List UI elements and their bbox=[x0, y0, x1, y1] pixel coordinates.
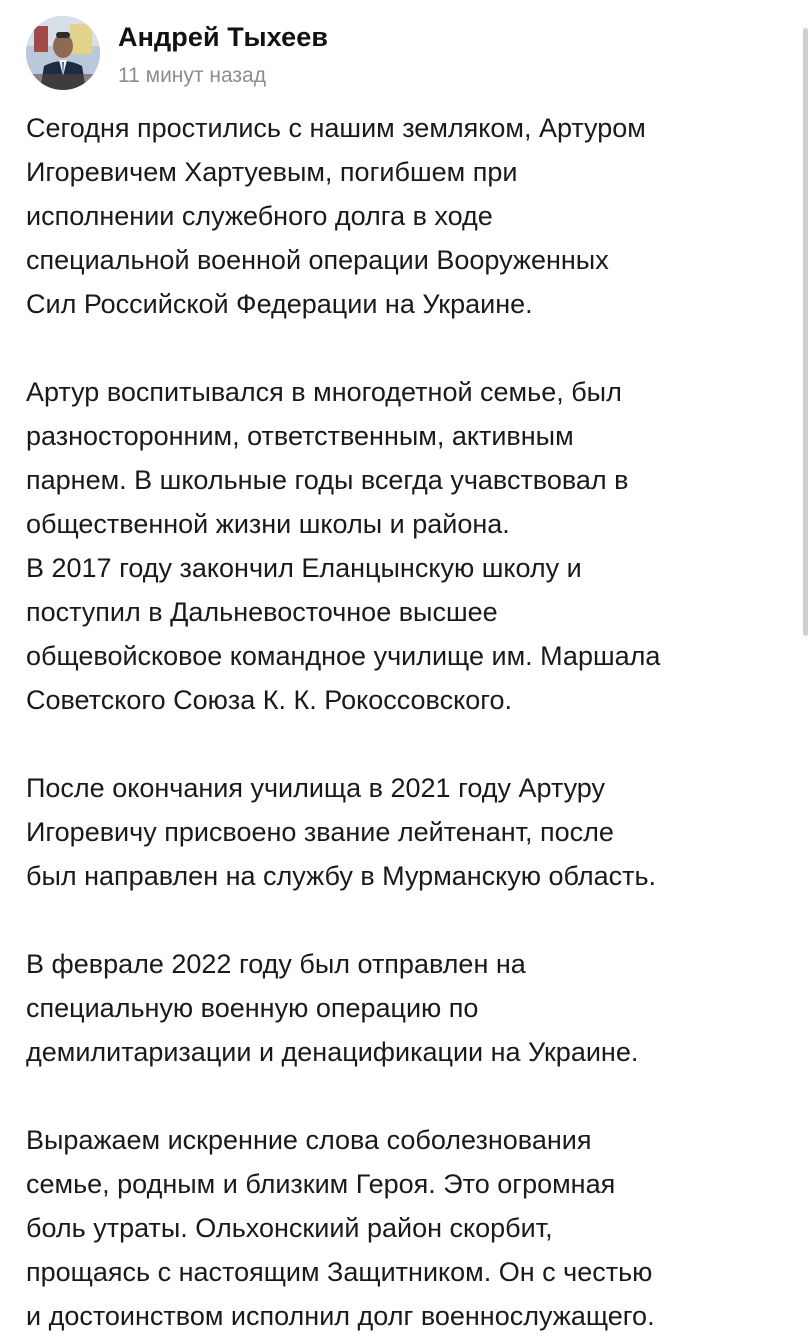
scrollbar[interactable] bbox=[803, 28, 808, 636]
post-paragraph-1: Сегодня простились с нашим земляком, Артуром Игоревичем Хартуевым, погибшем при исполнении служебного долга в ходе специальной военной операции Вооруженных Сил Российской Федерации на Украине. bbox=[26, 113, 646, 319]
paragraph-gap bbox=[26, 1074, 791, 1118]
post-timestamp[interactable]: 11 минут назад bbox=[118, 64, 266, 87]
paragraph-gap bbox=[26, 722, 791, 766]
post-paragraph-2: Артур воспитывался в многодетной семье, был разносторонним, ответственным, активным парнем. В школьные годы всегда учавствовал в общественной жизни школы и района. В 2017 году закончил Еланцынскую школу и поступил в Дальневосточное высшее общевойсковое командное училище им. Маршала Советского Союза К. К. Рокоссовского. bbox=[26, 377, 661, 715]
author-name[interactable]: Андрей Тыхеев bbox=[118, 22, 329, 52]
post-header bbox=[26, 16, 791, 94]
post-paragraph-5: Выражаем искренние слова соболезнования семье, родным и близким Героя. Это огромная боль утраты. Ольхонскиий район скорбит, прощаясь с настоящим Защитником. Он с честью и достоинством исполнил долг военнослужащего. bbox=[26, 1125, 655, 1331]
post-paragraph-4: В феврале 2022 году был отправлен на специальную военную операцию по демилитаризации и денацификации на Украине. bbox=[26, 949, 639, 1067]
post-body bbox=[26, 106, 791, 1338]
paragraph-gap bbox=[26, 326, 791, 370]
avatar-photo bbox=[26, 16, 100, 90]
post-paragraph-3: После окончания училища в 2021 году Артуру Игоревичу присвоено звание лейтенант, после был направлен на службу в Мурманскую область. bbox=[26, 773, 657, 891]
paragraph-gap bbox=[26, 898, 791, 942]
author-avatar[interactable] bbox=[26, 16, 100, 90]
